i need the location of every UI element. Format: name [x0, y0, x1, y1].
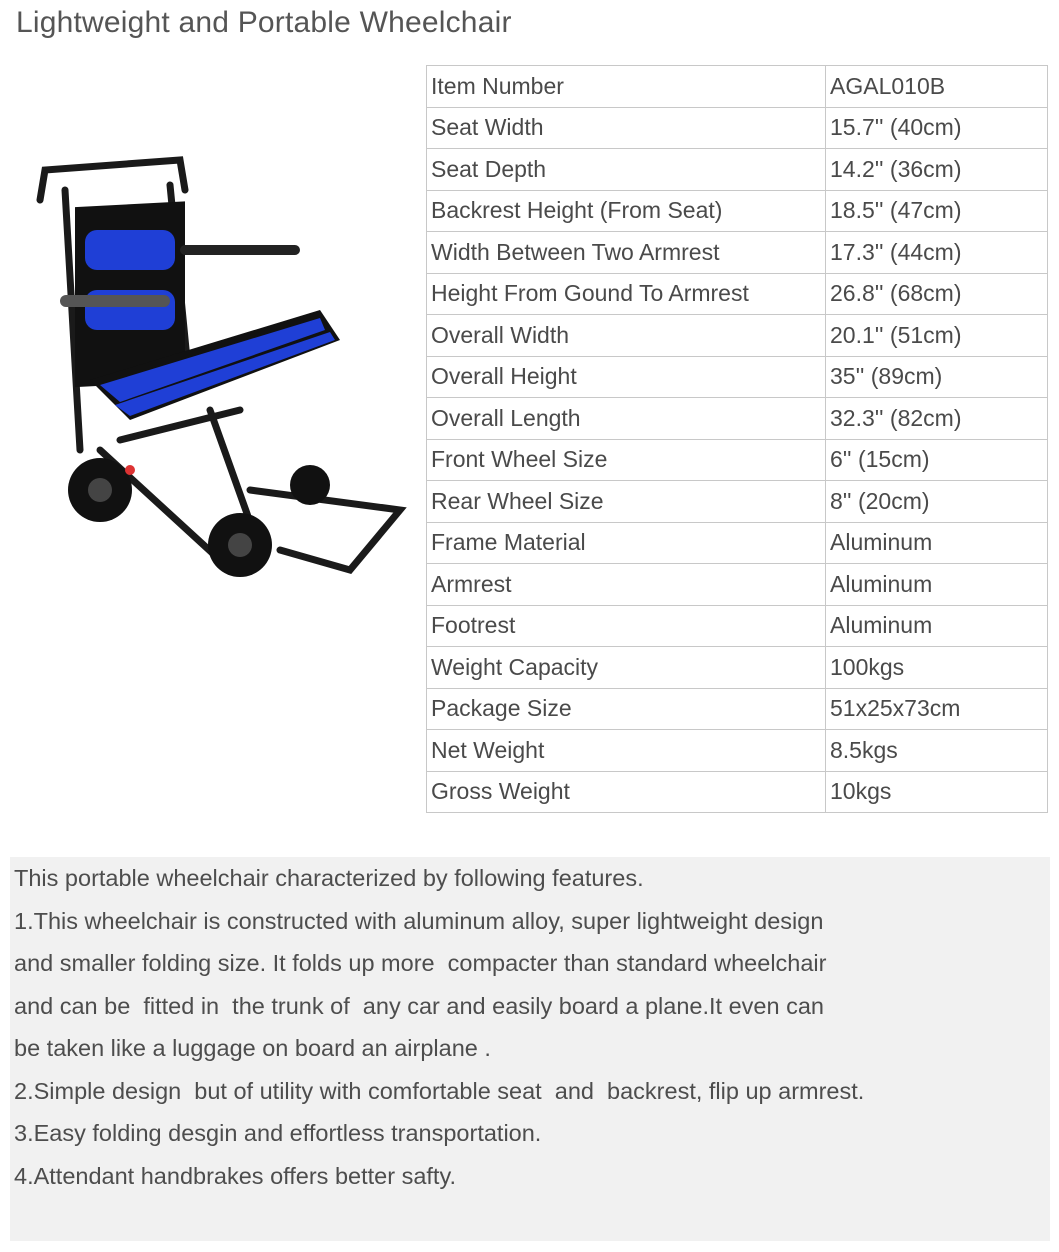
spec-value: 15.7'' (40cm) — [826, 107, 1048, 149]
feature-line: 4.Attendant handbrakes offers better safty. — [14, 1162, 456, 1189]
spec-row — [427, 647, 1048, 689]
feature-line: be taken like a luggage on board an airplane . — [14, 1035, 491, 1061]
spec-value: Aluminum — [826, 564, 1048, 606]
spec-row — [427, 273, 1048, 315]
page-title: Lightweight and Portable Wheelchair — [16, 6, 512, 39]
spec-row — [427, 398, 1048, 440]
spec-label: Seat Depth — [427, 149, 826, 191]
spec-label: Overall Height — [427, 356, 826, 398]
spec-value: 17.3'' (44cm) — [826, 232, 1048, 274]
spec-row — [427, 564, 1048, 606]
spec-row — [427, 315, 1048, 357]
spec-row — [427, 149, 1048, 191]
spec-label: Width Between Two Armrest — [427, 232, 826, 274]
spec-row — [427, 605, 1048, 647]
spec-label: Overall Length — [427, 398, 826, 440]
spec-label: Footrest — [427, 605, 826, 647]
spec-value: 32.3'' (82cm) — [826, 398, 1048, 440]
spec-row — [427, 522, 1048, 564]
spec-value: 6'' (15cm) — [826, 439, 1048, 481]
spec-row — [427, 771, 1048, 813]
spec-row — [427, 481, 1048, 523]
spec-value: 8.5kgs — [826, 730, 1048, 772]
feature-line: and smaller folding size. It folds up more compacter than standard wheelchair — [14, 950, 827, 976]
spec-label: Overall Width — [427, 315, 826, 357]
spec-label: Frame Material — [427, 522, 826, 564]
spec-table — [426, 65, 1048, 813]
spec-value: 100kgs — [826, 647, 1048, 689]
spec-label: Gross Weight — [427, 771, 826, 813]
spec-label: Seat Width — [427, 107, 826, 149]
spec-value: AGAL010B — [826, 66, 1048, 108]
features-box — [10, 857, 1050, 1241]
spec-row — [427, 439, 1048, 481]
spec-value: 14.2'' (36cm) — [826, 149, 1048, 191]
spec-value: Aluminum — [826, 605, 1048, 647]
spec-label: Armrest — [427, 564, 826, 606]
spec-row — [427, 232, 1048, 274]
spec-value: 51x25x73cm — [826, 688, 1048, 730]
spec-label: Rear Wheel Size — [427, 481, 826, 523]
spec-row — [427, 66, 1048, 108]
spec-value: 18.5'' (47cm) — [826, 190, 1048, 232]
spec-value: 10kgs — [826, 771, 1048, 813]
backrest-pad — [85, 230, 175, 270]
spec-value: Aluminum — [826, 522, 1048, 564]
spec-row — [427, 107, 1048, 149]
feature-line: 3.Easy folding desgin and effortless transportation. — [14, 1120, 542, 1146]
feature-line: 1.This wheelchair is constructed with aluminum alloy, super lightweight design — [14, 907, 824, 934]
spec-row — [427, 688, 1048, 730]
spec-value: 20.1'' (51cm) — [826, 315, 1048, 357]
spec-label: Package Size — [427, 688, 826, 730]
spec-row — [427, 356, 1048, 398]
feature-line: 2.Simple design but of utility with comfortable seat and backrest, flip up armrest. — [14, 1077, 865, 1104]
spec-value: 8'' (20cm) — [826, 481, 1048, 523]
spec-label: Weight Capacity — [427, 647, 826, 689]
spec-row — [427, 730, 1048, 772]
features-intro: This portable wheelchair characterized by following features. — [14, 865, 644, 891]
spec-label: Item Number — [427, 66, 826, 108]
spec-value: 26.8'' (68cm) — [826, 273, 1048, 315]
spec-row — [427, 190, 1048, 232]
spec-label: Backrest Height (From Seat) — [427, 190, 826, 232]
spec-label: Front Wheel Size — [427, 439, 826, 481]
spec-label: Height From Gound To Armrest — [427, 273, 826, 315]
spec-value: 35'' (89cm) — [826, 356, 1048, 398]
feature-line: and can be fitted in the trunk of any car and easily board a plane.It even can — [14, 992, 824, 1019]
wheelchair-image — [20, 150, 415, 610]
spec-label: Net Weight — [427, 730, 826, 772]
